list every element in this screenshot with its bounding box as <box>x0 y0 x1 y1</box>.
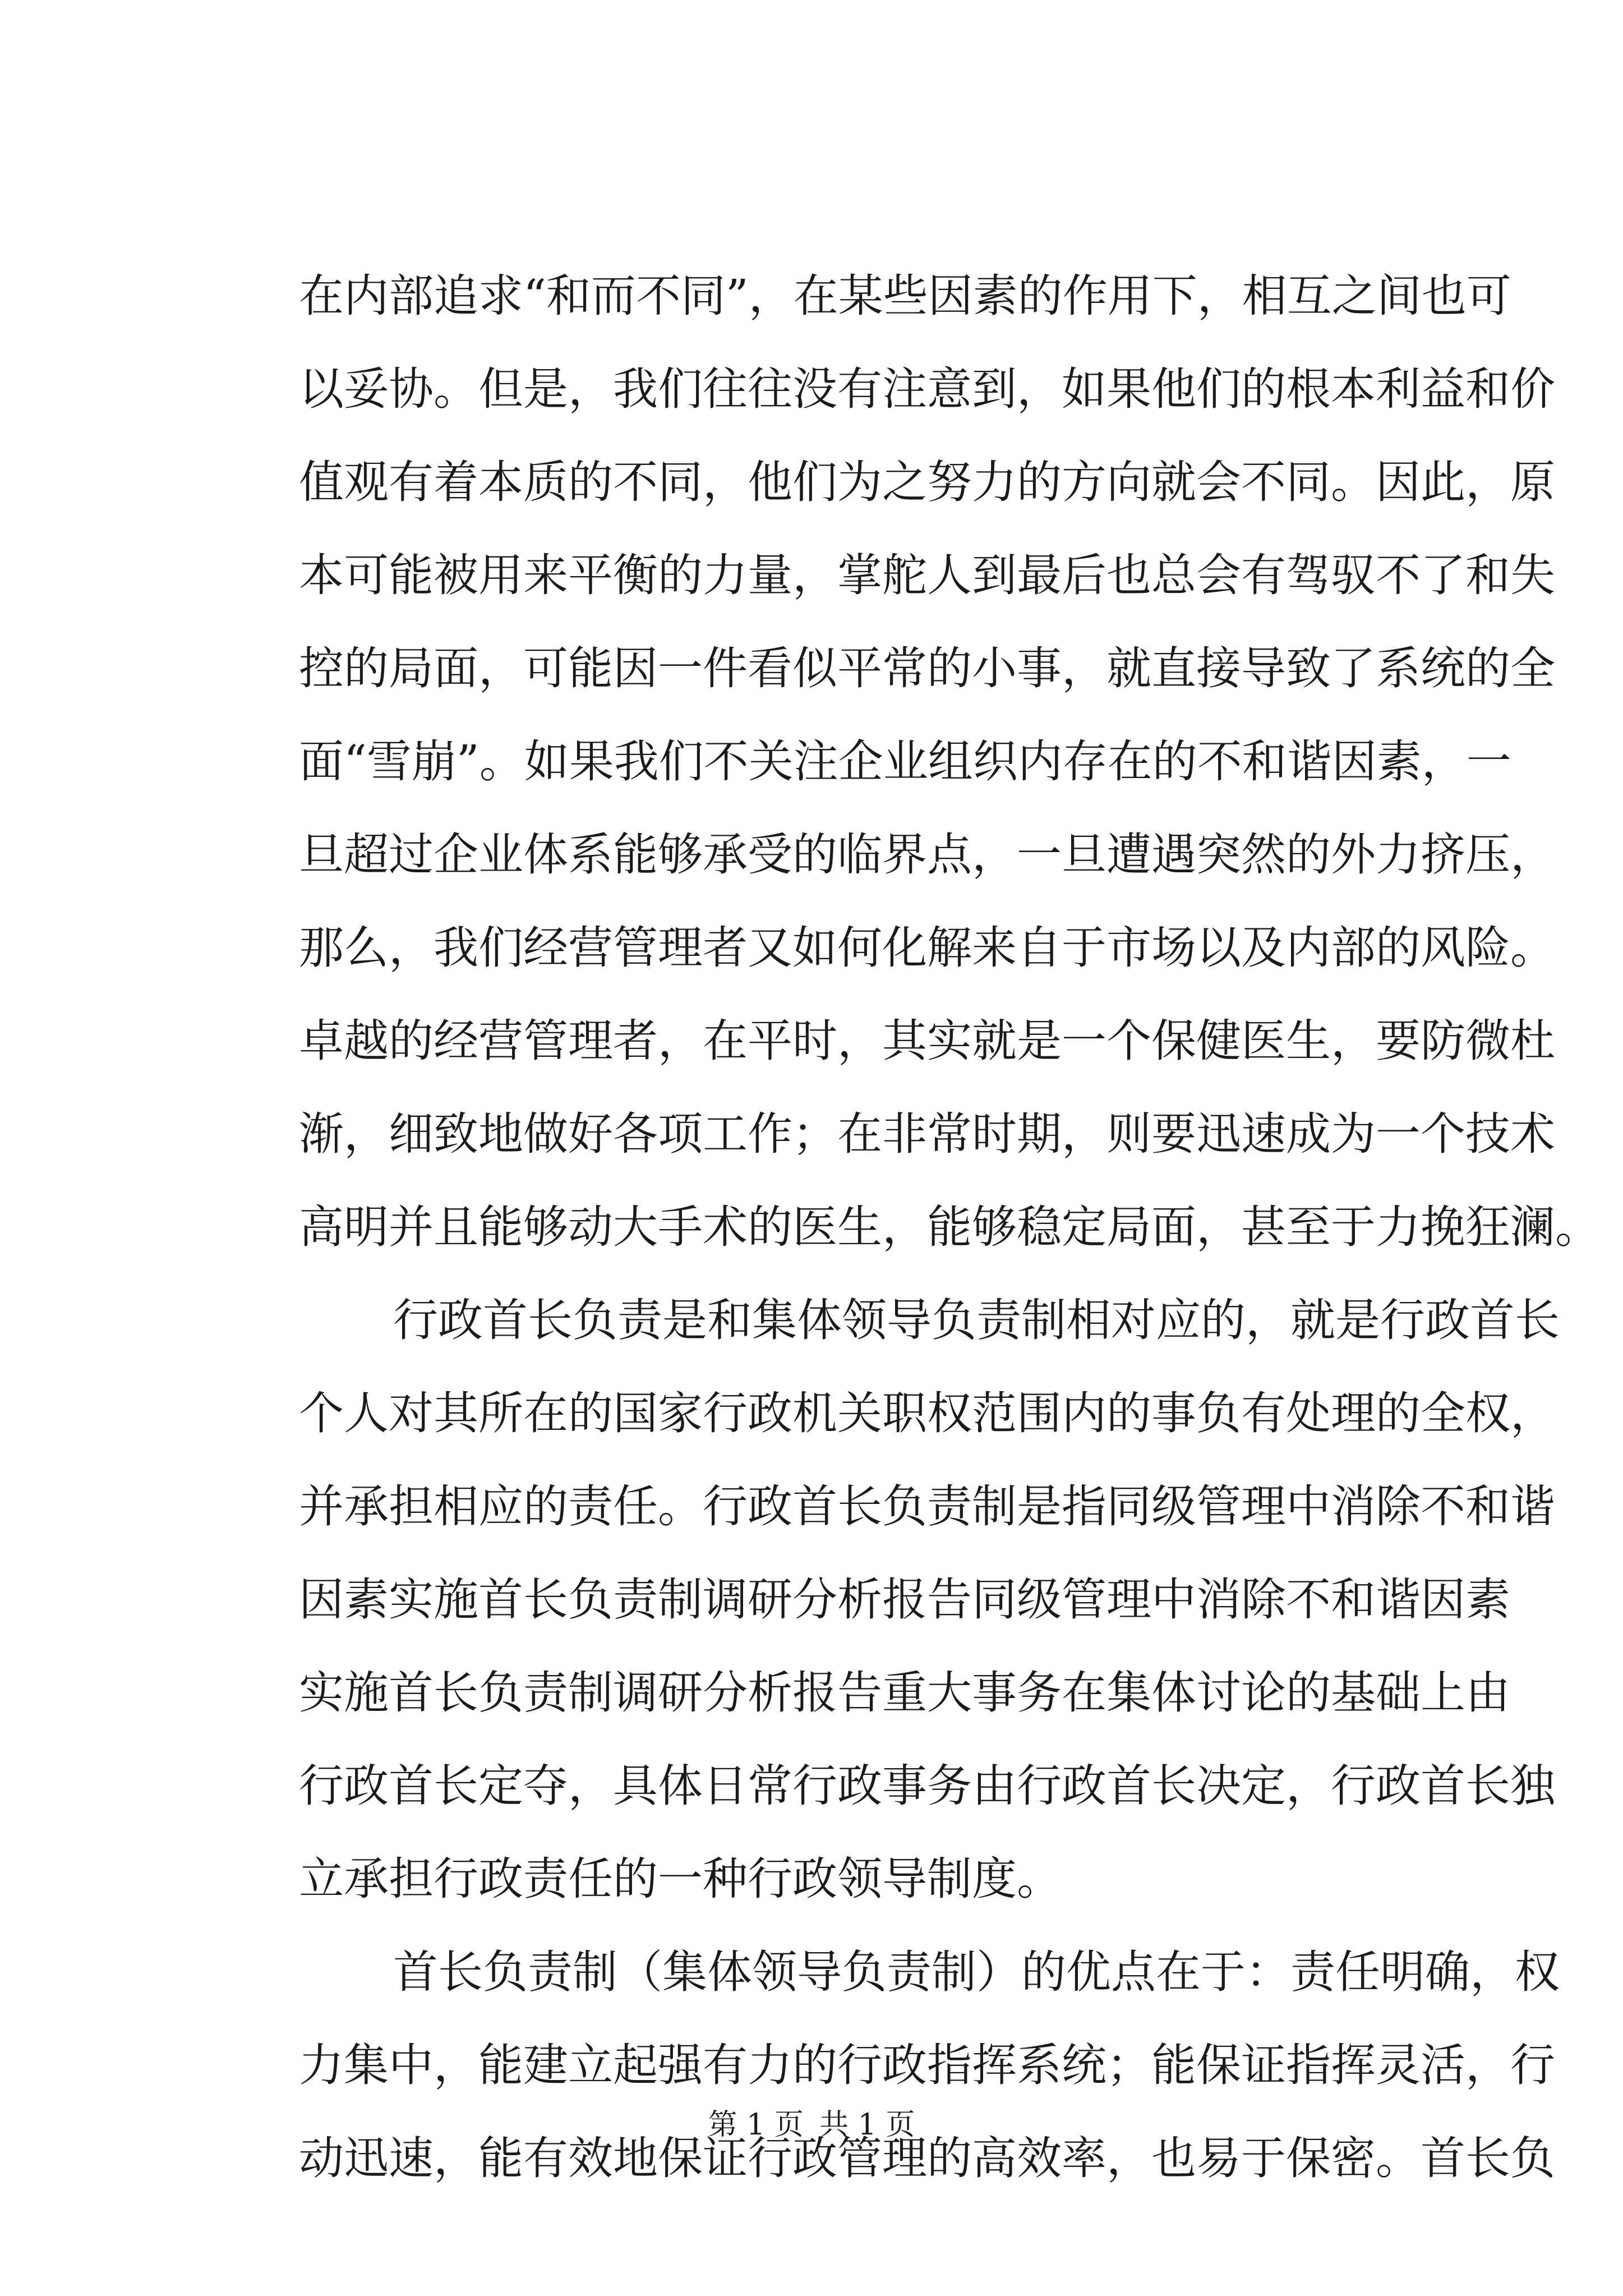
paragraph-first-line: 行政首长负责是和集体领导负责制相对应的，就是行政首长 <box>393 1294 1560 1346</box>
text-line: 那么，我们经营管理者又如何化解来自于市场以及内部的风险。 <box>299 922 1555 974</box>
paragraph-first-line: 首长负责制（集体领导负责制）的优点在于：责任明确，权 <box>393 1946 1560 1998</box>
text-line: 在内部追求“和而不同”，在某些因素的作用下，相互之间也可 <box>299 270 1511 322</box>
text-line: 高明并且能够动大手术的医生，能够稳定局面，甚至于力挽狂澜。 <box>299 1201 1600 1253</box>
text-line: 卓越的经营管理者，在平时，其实就是一个保健医生，要防微杜 <box>299 1015 1555 1067</box>
text-line: 实施首长负责制调研分析报告重大事务在集体讨论的基础上由 <box>299 1667 1510 1719</box>
text-line: 个人对其所在的国家行政机关职权范围内的事负有处理的全权， <box>299 1387 1555 1439</box>
document-body <box>299 250 1600 2205</box>
text-line: 行政首长定夺，具体日常行政事务由行政首长决定，行政首长独 <box>299 1760 1555 1812</box>
page-footer <box>0 2101 1623 2143</box>
text-line: 渐，细致地做好各项工作；在非常时期，则要迅速成为一个技术 <box>299 1108 1555 1160</box>
text-line: 旦超过企业体系能够承受的临界点，一旦遭遇突然的外力挤压， <box>299 829 1555 881</box>
text-line: 动迅速，能有效地保证行政管理的高效率，也易于保密。首长负 <box>299 2132 1555 2184</box>
text-line: 立承担行政责任的一种行政领导制度。 <box>299 1853 1062 1905</box>
text-line: 因素实施首长负责制调研分析报告同级管理中消除不和谐因素 <box>299 1573 1510 1626</box>
text-line: 控的局面，可能因一件看似平常的小事，就直接导致了系统的全 <box>299 642 1555 694</box>
text-line: 并承担相应的责任。行政首长负责制是指同级管理中消除不和谐 <box>299 1480 1555 1533</box>
text-line: 值观有着本质的不同，他们为之努力的方向就会不同。因此，原 <box>299 456 1555 508</box>
text-line: 面“雪崩”。如果我们不关注企业组织内存在的不和谐因素，一 <box>299 735 1511 788</box>
page-total: 共 1 页 <box>819 2108 915 2142</box>
text-line: 力集中，能建立起强有力的行政指挥系统；能保证指挥灵活，行 <box>299 2039 1555 2091</box>
text-line: 本可能被用来平衡的力量，掌舵人到最后也总会有驾驭不了和失 <box>299 549 1555 601</box>
page-number: 第 1 页 <box>708 2108 804 2142</box>
text-line: 以妥协。但是，我们往往没有注意到，如果他们的根本利益和价 <box>299 363 1555 415</box>
